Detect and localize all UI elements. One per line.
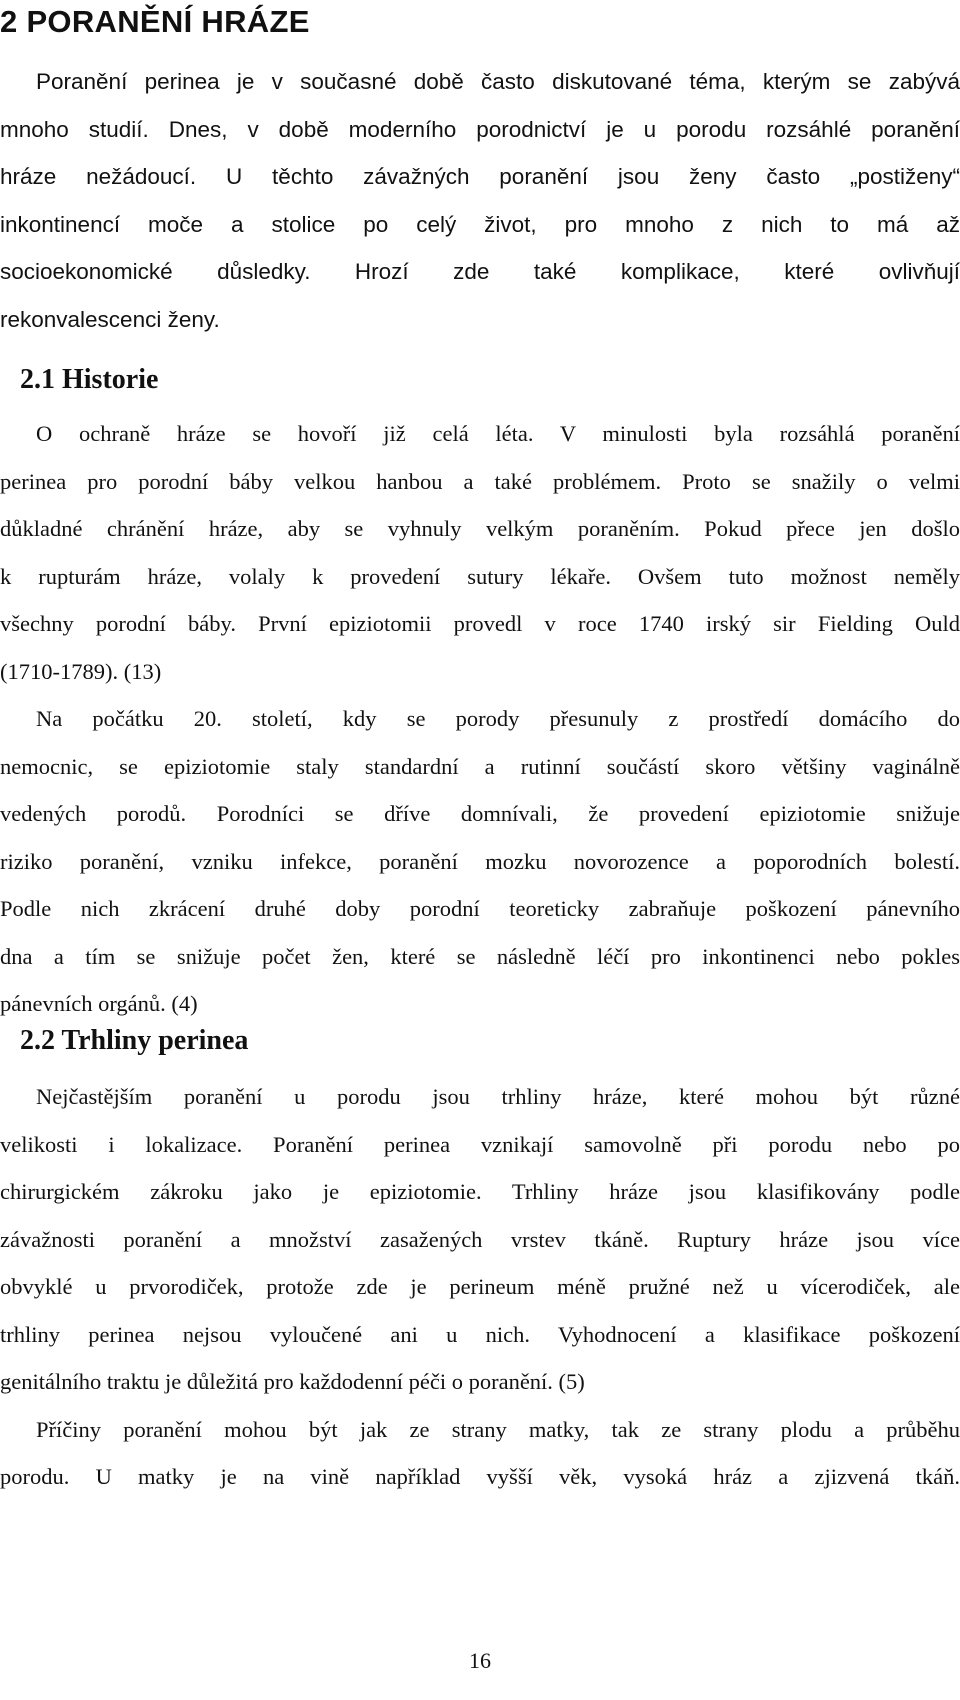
section-heading-trhliny: 2.2 Trhliny perinea xyxy=(20,1025,249,1056)
text-line: rekonvalescenci ženy. xyxy=(0,306,220,332)
text-line: mnoho studií. Dnes, v době moderního porodnictví je u porodu rozsáhlé poranění xyxy=(0,116,960,142)
text-line: vedených porodů. Porodníci se dříve domnívali, že provedení epiziotomie snižuje xyxy=(0,801,960,826)
text-line: O ochraně hráze se hovoří již celá léta. V minulosti byla rozsáhlá poranění xyxy=(36,421,960,446)
text-line: hráze nežádoucí. U těchto závažných poranění jsou ženy často „postiženy“ xyxy=(0,164,960,189)
trhliny-paragraphs xyxy=(0,1073,960,1501)
text-line: Poranění perinea je v současné době často diskutované téma, kterým se zabývá xyxy=(36,69,960,94)
section-heading-historie: 2.1 Historie xyxy=(20,364,159,395)
historie-paragraphs xyxy=(0,410,960,1028)
text-line: pánevních orgánů. (4) xyxy=(0,991,198,1016)
text-line: perinea pro porodní báby velkou hanbou a také problémem. Proto se snažily o velmi xyxy=(0,468,960,494)
text-line: porodu. U matky je na vině například vyšší věk, vysoká hráz a zjizvená tkáň. xyxy=(0,1464,960,1489)
intro-paragraph xyxy=(0,58,960,343)
text-line: chirurgickém zákroku jako je epiziotomie. Trhliny hráze jsou klasifikovány podle xyxy=(0,1179,960,1204)
text-line: důkladné chránění hráze, aby se vyhnuly velkým poraněním. Pokud přece jen došlo xyxy=(0,516,960,541)
text-line: Příčiny poranění mohou být jak ze strany matky, tak ze strany plodu a průběhu xyxy=(36,1416,960,1442)
text-line: velikosti i lokalizace. Poranění perinea vznikají samovolně při porodu nebo po xyxy=(0,1131,960,1157)
text-line: k rupturám hráze, volaly k provedení sutury lékaře. Ovšem tuto možnost neměly xyxy=(0,563,960,589)
text-line: riziko poranění, vzniku infekce, poranění mozku novorozence a poporodních bolestí. xyxy=(0,848,960,874)
chapter-heading: 2 PORANĚNÍ HRÁZE xyxy=(0,4,310,39)
text-line: genitálního traktu je důležitá pro každodenní péči o poranění. (5) xyxy=(0,1369,585,1394)
text-line: Podle nich zkrácení druhé doby porodní teoreticky zabraňuje poškození pánevního xyxy=(0,896,960,921)
text-line: dna a tím se snižuje počet žen, které se následně léčí pro inkontinenci nebo pokles xyxy=(0,943,960,969)
page-number: 16 xyxy=(469,1648,491,1673)
text-line: všechny porodní báby. První epiziotomii provedl v roce 1740 irský sir Fielding Ould xyxy=(0,611,960,636)
text-line: Nejčastějším poranění u porodu jsou trhliny hráze, které mohou být různé xyxy=(36,1084,960,1109)
text-line: (1710-1789). (13) xyxy=(0,658,162,684)
text-line: socioekonomické důsledky. Hrozí zde také komplikace, které ovlivňují xyxy=(0,259,960,284)
text-line: inkontinencí moče a stolice po celý život, pro mnoho z nich to má až xyxy=(0,211,960,237)
text-line: nemocnic, se epiziotomie staly standardní a rutinní součástí skoro většiny vaginálně xyxy=(0,753,960,779)
text-line: trhliny perinea nejsou vyloučené ani u nich. Vyhodnocení a klasifikace poškození xyxy=(0,1321,960,1347)
text-line: závažnosti poranění a množství zasažených vrstev tkáně. Ruptury hráze jsou více xyxy=(0,1226,960,1252)
text-line: obvyklé u prvorodiček, protože zde je perineum méně pružné než u vícerodiček, ale xyxy=(0,1274,960,1299)
text-line: Na počátku 20. století, kdy se porody přesunuly z prostředí domácího do xyxy=(36,706,960,731)
